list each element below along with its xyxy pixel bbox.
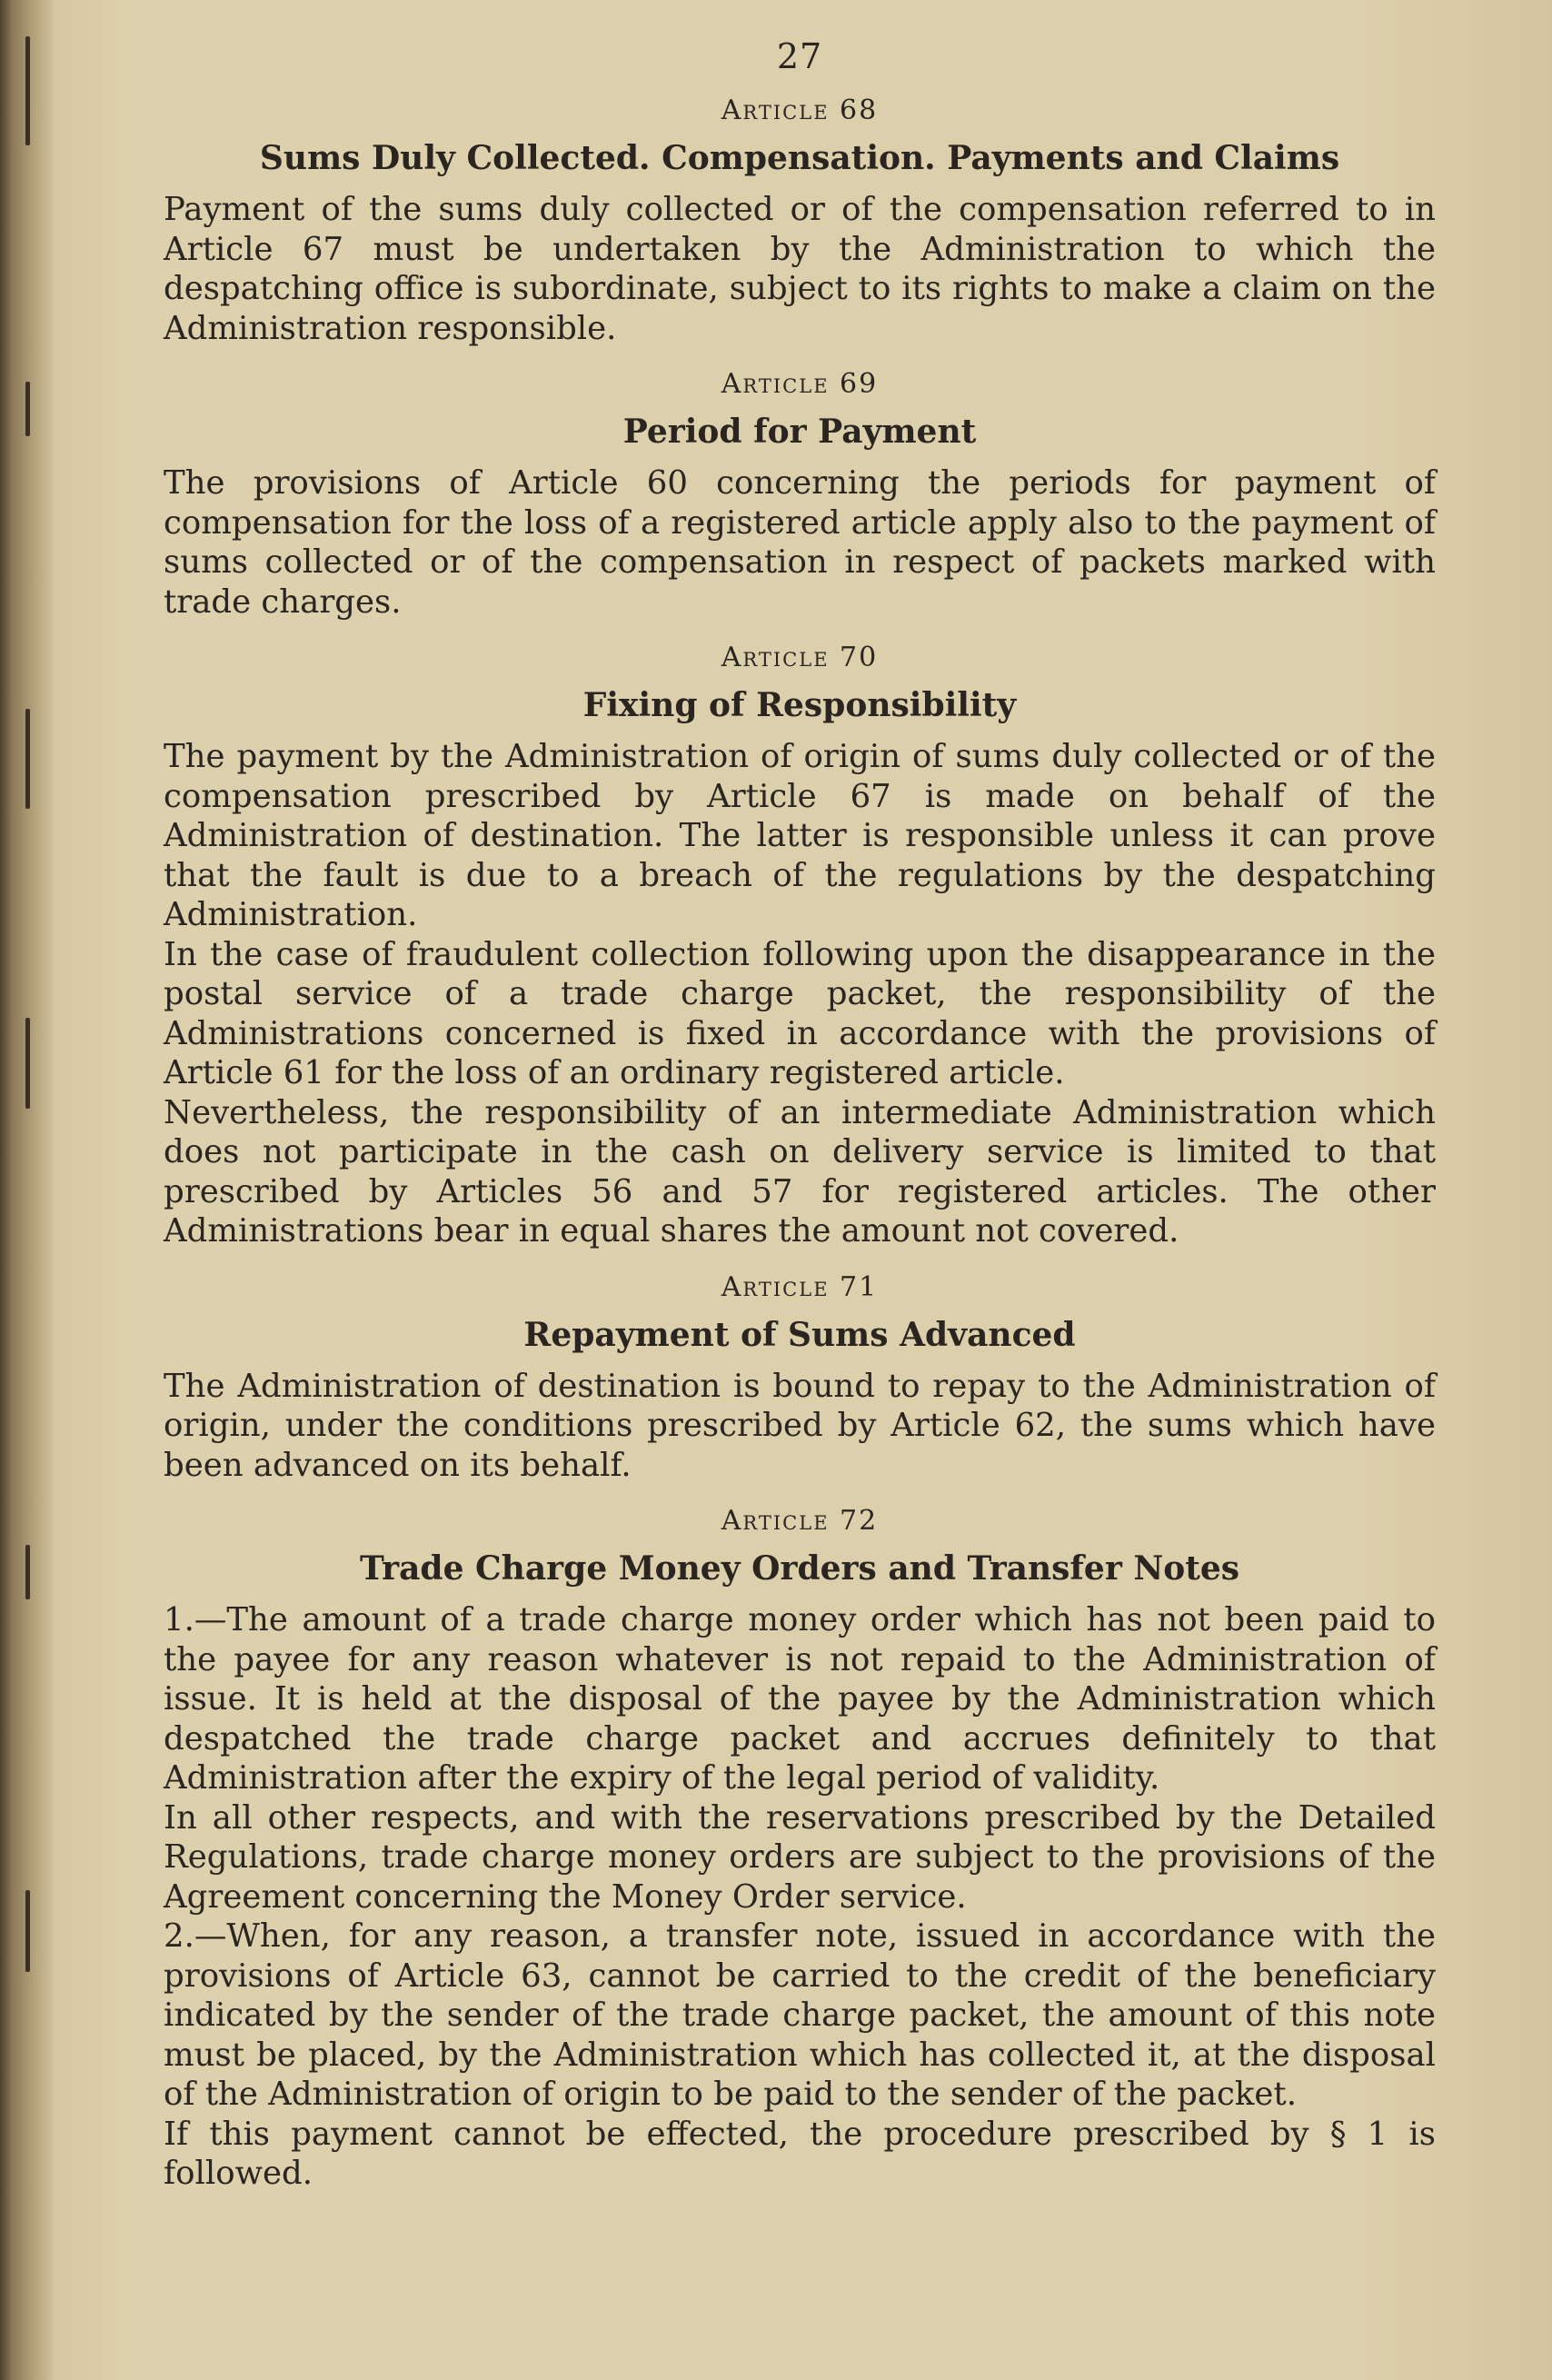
section-article-72 [164,1505,1436,2194]
page-content [164,36,1436,2214]
paragraph: 1.—The amount of a trade charge money order which has not been paid to the payee for any reason whatever is not repaid to the Administration of issue. It is held at the disposal of the payee by the Administration which despatched the trade charge packet and accrues definitely to that Administration after the expiry of the legal period of validity. [164,1601,1436,1797]
spine-mark [25,1890,30,1972]
article-heading: Fixing of Responsibility [582,686,1017,724]
page-number: 27 [776,36,823,76]
article-label: Article 69 [721,368,879,400]
section-article-70 [164,642,1436,1251]
book-spine-shadow [0,0,55,2380]
spine-mark [25,1545,30,1599]
paragraph: Payment of the sums duly collected or of the compensation referred to in Article 67 must be undertaken by the Administration to which the despatching office is subordinate, subject to its rights to make a claim on the Administration responsible. [164,191,1436,347]
paragraph: Nevertheless, the responsibility of an intermediate Administration which does not participate in the cash on delivery service is limited to that prescribed by Articles 56 and 57 for registered articles. The other Administrations bear in equal shares the amount not covered. [164,1093,1436,1250]
paragraph: The provisions of Article 60 concerning the periods for payment of compensation for the loss of a registered article apply also to the payment of sums collected or of the compensation in respect of packets marked with trade charges. [164,464,1436,621]
paragraph: If this payment cannot be effected, the procedure prescribed by § 1 is followed. [164,2115,1436,2192]
article-label: Article 68 [721,95,879,126]
paragraph: In all other respects, and with the reservations prescribed by the Detailed Regulations, trade charge money orders are subject to the provisions of the Agreement concerning the Money Order service. [164,1798,1436,1916]
article-heading: Period for Payment [622,413,977,451]
paragraph: In the case of fraudulent collection following upon the disappearance in the postal service of a trade charge packet, the responsibility of the Administrations concerned is fixed in accordance with the provisions of Article 61 for the loss of an ordinary registered article. [164,935,1436,1091]
article-label: Article 71 [721,1270,879,1303]
spine-mark [25,382,30,436]
spine-mark [25,36,30,145]
paragraph: The Administration of destination is bound to repay to the Administration of origin, under the conditions prescribed by Article 62, the sums which have been advanced on its behalf. [164,1367,1436,1484]
section-article-68 [164,95,1436,348]
article-heading: Repayment of Sums Advanced [523,1315,1076,1354]
paragraph: The payment by the Administration of origin of sums duly collected or of the compensation prescribed by Article 67 is made on behalf of the Administration of destination. The latter is responsible unless it can prove that the fault is due to a breach of the regulations by the despatching Administration. [164,738,1436,933]
spine-mark [25,709,30,809]
article-label: Article 72 [721,1505,879,1537]
spine-mark [25,1018,30,1109]
paragraph: 2.—When, for any reason, a transfer note, issued in accordance with the provisions of Article 63, cannot be carried to the credit of the beneficiary indicated by the sender of the trade charge packet, the amount of this note must be placed, by the Administration which has collected it, at the disposal of the Administration of origin to be paid to the sender of the packet. [164,1917,1436,2113]
section-article-71 [164,1271,1436,1486]
article-heading: Trade Charge Money Orders and Transfer Notes [359,1549,1240,1588]
article-label: Article 70 [721,642,879,673]
section-article-69 [164,368,1436,622]
article-heading: Sums Duly Collected. Compensation. Payments and Claims [259,139,1340,177]
